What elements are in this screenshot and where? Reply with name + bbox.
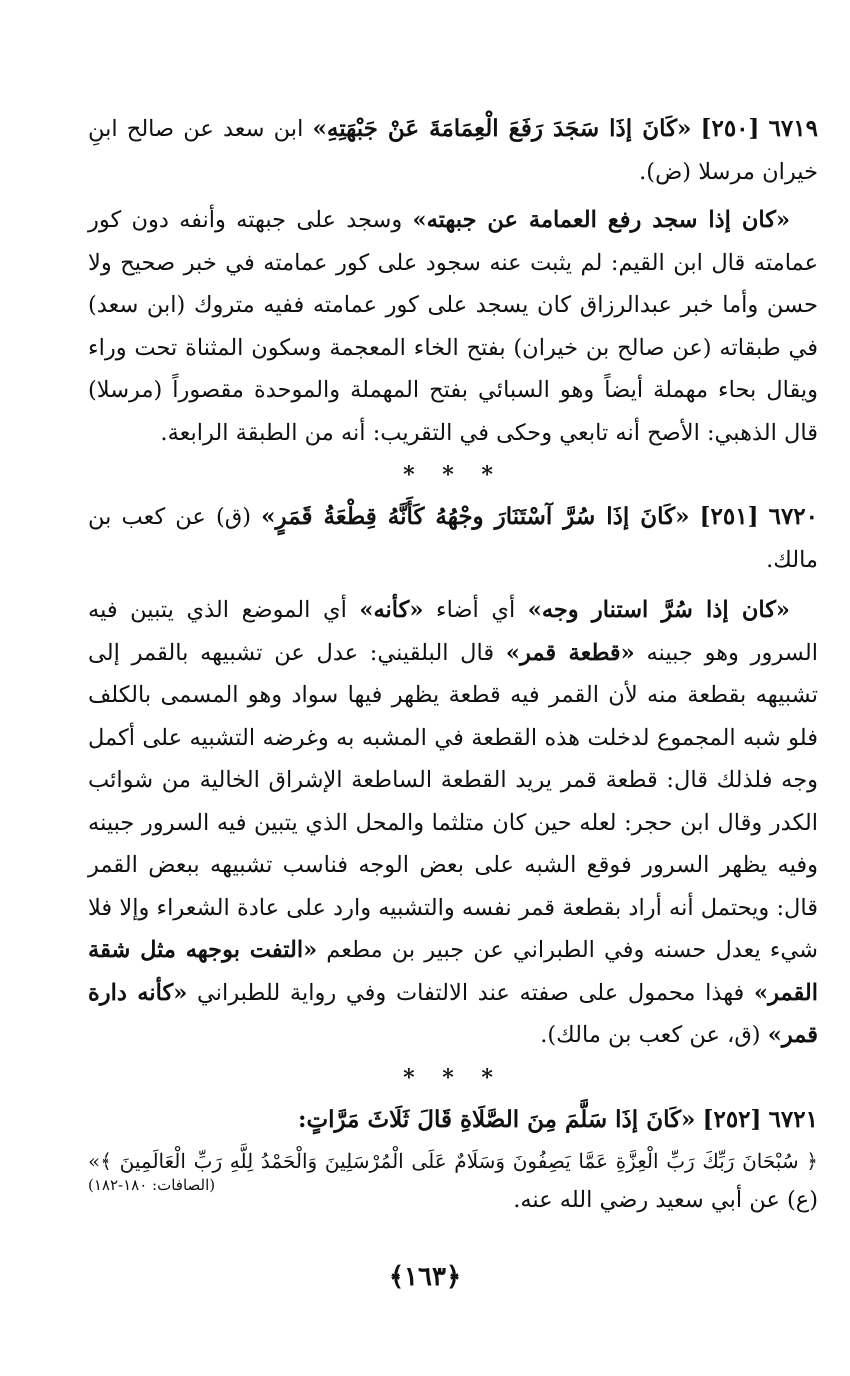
hadith-source: (ق) عن كعب بن مالك. <box>88 504 818 573</box>
hadith-entry-6719 <box>88 108 818 193</box>
hadith-index: [٢٥٠] <box>700 115 760 142</box>
hadith-index: [٢٥١] <box>699 503 759 530</box>
commentary-text: وسجد على جبهته وأنفه دون كور عمامته قال ابن القيم: لم يثبت عنه سجود على كور عمامته في خبر صحيح ولا حسن وأما خبر عبدالرزاق كان يسجد على كور عمامته ففيه متروك (ابن سعد) في طبقاته (عن صالح بن خيران) بفتح الخاء المعجمة وسكون المثناة تحت وراء ويقال بحاء مهملة أيضاً وهو السبائي بفتح المهملة والموحدة مقصوراً (مرسلا) قال الذهبي: الأصح أنه تابعي وحكى في التقريب: أنه من الطبقة الرابعة. <box>88 207 818 446</box>
verse-reference: (الصافات: ١٨٠-١٨٢) <box>88 1176 216 1194</box>
page-number: ﴿١٦٣﴾ <box>388 1262 462 1292</box>
page-body <box>88 108 818 1225</box>
commentary-text: فهذا محمول على صفته عند الالتفات وفي رواية للطبراني <box>187 979 755 1006</box>
separator: * * * <box>403 1064 503 1091</box>
commentary-text: أي الموضع الذي يتبين فيه السرور وهو جبينه <box>88 597 818 666</box>
hadith-text: «كَانَ إذَا سَجَدَ رَفَعَ الْعِمَامَةَ عَنْ جَبْهَتِهِ» <box>312 115 692 142</box>
hadith-number: ٦٧١٩ <box>768 115 818 142</box>
hadith-source: (ع) عن أبي سعيد رضي الله عنه. <box>513 1187 818 1213</box>
hadith-number: ٦٧٢١ <box>768 1105 818 1133</box>
hadith-text: «كَانَ إذَا سُرَّ آسْتَنَارَ وجْهُهُ كَأَنَّهُ قِطْعَةُ قَمَرٍ» <box>261 503 690 530</box>
commentary-6720 <box>88 589 818 1057</box>
hadith-number: ٦٧٢٠ <box>768 503 819 530</box>
hadith-entry-6721 <box>88 1099 818 1142</box>
source-row <box>88 1176 818 1225</box>
commentary-text: قال البلقيني: عدل عن تشبيهه بالقمر إلى تشبيهه بقطعة منه لأن القمر فيه قطعة يظهر فيها سواد وهو المسمى بالكلف فلو شبه المجموع لدخلت هذه القطعة في المشبه به وغرضه التشبيه على أكمل وجه فلذلك قال: قطعة قمر يريد القطعة الساطعة الإشراق الخالية من شوائب الكدر وقال ابن حجر: لعله حين كان متلثما والمحل الذي يتبين فيه السرور جبينه وفيه يظهر السرور فوقع الشبه على بعض الوجه فناسب تشبيهه ببعض القمر قال: ويحتمل أنه أراد بقطعة قمر نفسه والتشبيه وارد على عادة الشعراء وإلا فلا شيء يعدل حسنه وفي الطبراني عن جبير بن مطعم <box>88 639 819 963</box>
quoted-text: «كأنه دارة قمر» <box>88 979 818 1048</box>
commentary-text: (ق، عن كعب بن مالك). <box>540 1022 768 1048</box>
quoted-text: «قطعة قمر» <box>505 639 635 666</box>
quran-verse: ﴿ سُبْحَانَ رَبِّكَ رَبِّ الْعِزَّةِ عَمَّا يَصِفُونَ وَسَلَامٌ عَلَى الْمُرْسَلِينَ وَالْحَمْدُ لِلَّهِ رَبِّ الْعَالَمِينَ ﴾» <box>88 1149 818 1173</box>
hadith-source: ابن سعد عن صالح ابنِ خيران مرسلا (ض). <box>88 116 818 185</box>
quoted-text: «كان إذا سجد رفع العمامة عن جبهته» <box>412 207 791 233</box>
hadith-entry-6720 <box>88 496 818 581</box>
quoted-text: «التفت بوجهه مثل شقة القمر» <box>88 937 818 1006</box>
commentary-text: أي أضاء <box>423 597 528 623</box>
separator: * * * <box>403 462 503 488</box>
hadith-index: [٢٥٢] <box>702 1105 762 1133</box>
quoted-text: «كان إذا سُرَّ استنار وجه» <box>527 597 790 623</box>
quoted-text: «كأنه» <box>359 597 424 623</box>
commentary-6719 <box>88 199 818 454</box>
hadith-text: «كَانَ إذَا سَلَّمَ مِنَ الصَّلَاةِ قَالَ ثَلَاثَ مَرَّاتٍ: <box>297 1105 696 1133</box>
